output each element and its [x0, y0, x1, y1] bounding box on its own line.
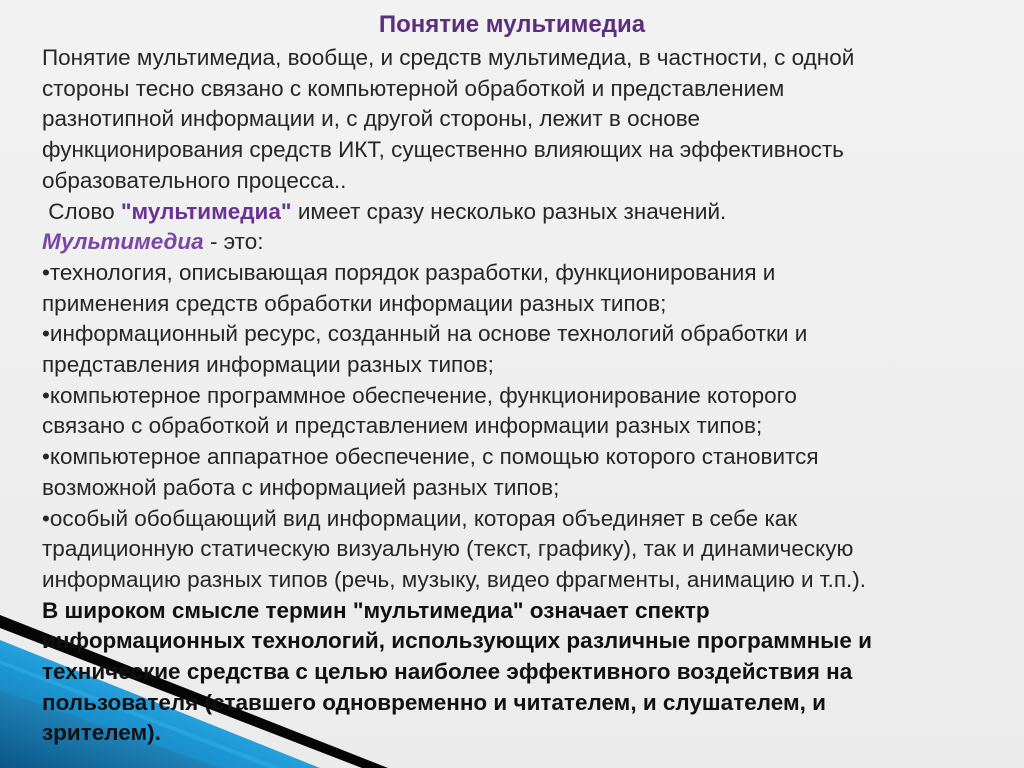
word-line-suffix: имеет сразу несколько разных значений.	[291, 198, 727, 224]
bullet-line: применения средств обработки информации разных типов;	[42, 290, 667, 316]
bullet-line: •информационный ресурс, созданный на основе технологий обработки и	[42, 321, 808, 347]
intro-line: функционирования средств ИКТ, существенно влияющих на эффективность	[42, 137, 844, 163]
bullet-line: •особый обобщающий вид информации, которая объединяет в себе как	[42, 505, 798, 531]
conclusion-line: пользователя (ставшего одновременно и читателем, и слушателем, и	[42, 689, 826, 715]
bullet-line: традиционную статическую визуальную (текст, графику), так и динамическую	[42, 536, 854, 562]
word-line-prefix: Слово	[42, 198, 121, 224]
conclusion-line: технические средства с целью наиболее эффективного воздействия на	[42, 659, 853, 685]
intro-line: разнотипной информации и, с другой стороны, лежит в основе	[42, 106, 701, 132]
bullet-line: •компьютерное программное обеспечение, функционирование которого	[42, 382, 797, 408]
bullet-line: представления информации разных типов;	[42, 352, 494, 378]
definition-term: Мультимедиа	[42, 229, 204, 255]
intro-line: образовательного процесса..	[42, 167, 347, 193]
bullet-line: •компьютерное аппаратное обеспечение, с помощью которого становится	[42, 444, 819, 470]
slide-title: Понятие мультимедиа	[378, 11, 646, 38]
conclusion-line: В широком смысле термин "мультимедиа" означает спектр	[42, 597, 710, 623]
word-line-term: "мультимедиа"	[120, 198, 292, 224]
bullet-line: связано с обработкой и представлением информации разных типов;	[42, 413, 763, 439]
word-line	[42, 197, 997, 228]
bullet-line: возможной работа с информацией разных типов;	[42, 474, 560, 500]
definition-line	[42, 227, 997, 258]
intro-line: стороны тесно связано с компьютерной обработкой и представлением	[42, 75, 785, 101]
definition-suffix: - это:	[203, 229, 264, 255]
intro-line: Понятие мультимедиа, вообще, и средств мультимедиа, в частности, с одной	[42, 45, 855, 70]
slide-body	[42, 43, 997, 749]
conclusion-line: информационных технологий, использующих различные программные и	[42, 628, 872, 654]
bullet-line: информацию разных типов (речь, музыку, видео фрагменты, анимацию и т.п.).	[42, 566, 867, 592]
bullet-line: •технология, описывающая порядок разработки, функционирования и	[42, 259, 776, 285]
conclusion-line: зрителем).	[42, 720, 161, 746]
